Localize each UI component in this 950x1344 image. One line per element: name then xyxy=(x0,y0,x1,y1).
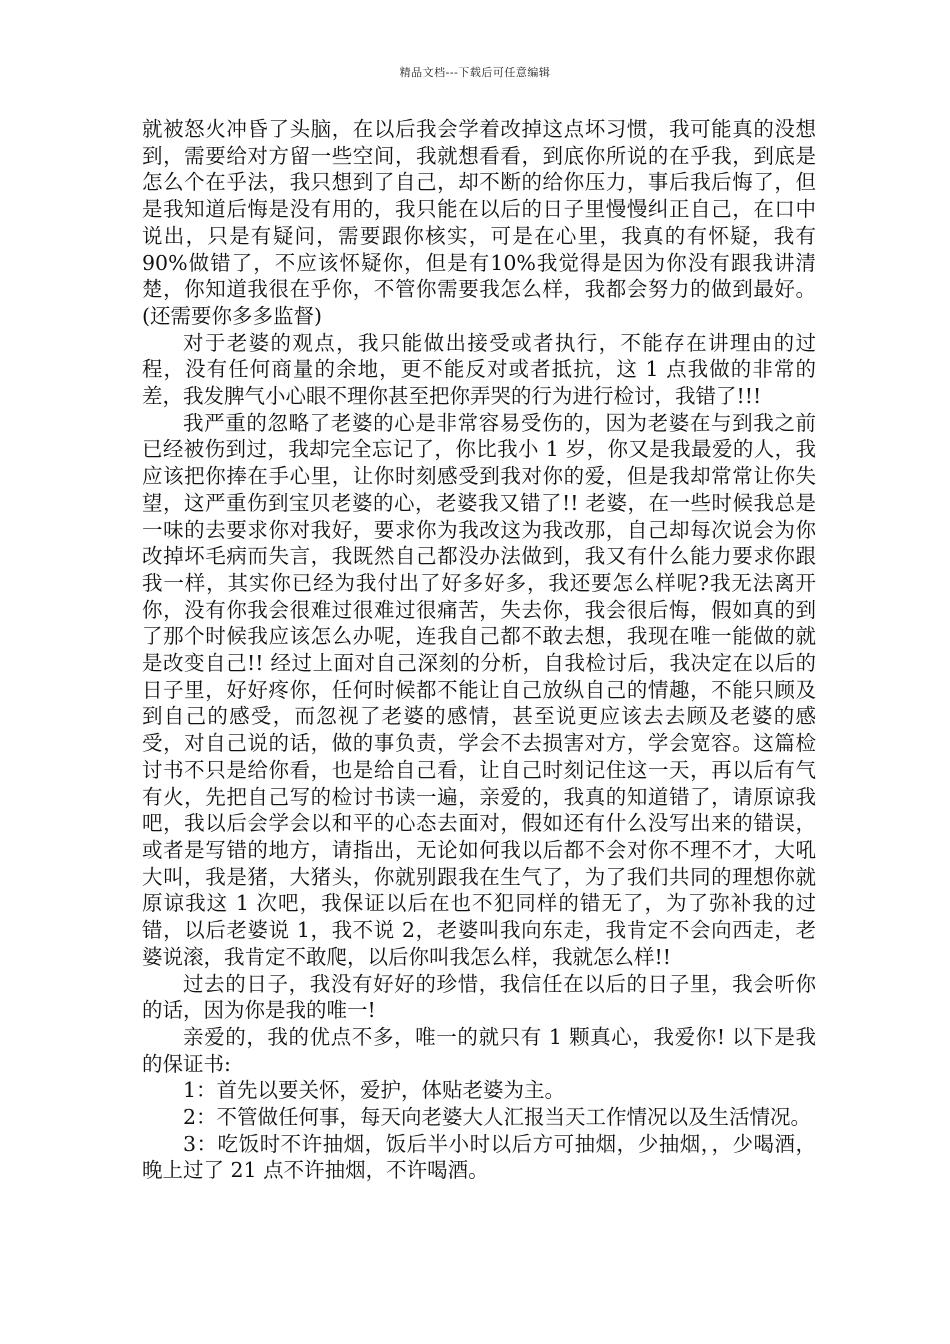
paragraph: 对于老婆的观点，我只能做出接受或者执行，不能存在讲理由的过程，没有任何商量的余地，更不能反对或者抵抗，这 1 点我做的非常的差，我发脾气小心眼不理你甚至把你弄哭的行为进行检讨，我错了!!! xyxy=(142,330,816,409)
pledge-item-3: 3：吃饭时不许抽烟，饭后半小时以后方可抽烟，少抽烟，，少喝酒，晚上过了 21 点不许抽烟，不许喝酒。 xyxy=(142,1131,816,1183)
page-header: 精品文档---下载后可任意编辑 xyxy=(399,66,551,79)
paragraph: 我严重的忽略了老婆的心是非常容易受伤的，因为老婆在与到我之前已经被伤到过，我却完全忘记了，你比我小 1 岁，你又是我最爱的人，我应该把你捧在手心里，让你时刻感受到我对你的爱，但是我却常常让你失望，这严重伤到宝贝老婆的心，老婆我又错了!! 老婆，在一些时候我总是一味的去要求你对我好，要求你为我改这为我改那，自己却每次说会为你改掉坏毛病而失言，我既然自己都没办法做到，我又有什么能力要求你跟我一样，其实你已经为我付出了好多好多，我还要怎么样呢?我无法离开你，没有你我会很难过很难过很痛苦，失去你，我会很后悔，假如真的到了那个时候我应该怎么办呢，连我自己都不敢去想，我现在唯一能做的就是改变自己!! 经过上面对自己深刻的分析，自我检讨后，我决定在以后的日子里，好好疼你，任何时候都不能让自己放纵自己的情趣，不能只顾及到自己的感受，而忽视了老婆的感情，甚至说更应该去去顾及老婆的感受，对自己说的话，做的事负责，学会不去损害对方，学会宽容。这篇检讨书不只是给你看，也是给自己看，让自己时刻记住这一天，再以后有气有火，先把自己写的检讨书读一遍，亲爱的，我真的知道错了，请原谅我吧，我以后会学会以和平的心态去面对，假如还有什么没写出来的错误，或者是写错的地方，请指出，无论如何我以后都不会对你不理不才，大吼大叫，我是猪，大猪头，你就别跟我在生气了，为了我们共同的理想你就原谅我这 1 次吧，我保证以后在也不犯同样的错无了，为了弥补我的过错，以后老婆说 1，我不说 2，老婆叫我向东走，我肯定不会向西走，老婆说滚，我肯定不敢爬，以后你叫我怎么样，我就怎么样!! xyxy=(142,410,816,969)
pledge-item-2: 2：不管做任何事，每天向老婆大人汇报当天工作情况以及生活情况。 xyxy=(183,1105,812,1130)
paragraph: 亲爱的，我的优点不多，唯一的就只有 1 颗真心，我爱你! 以下是我的保证书: xyxy=(142,1024,816,1076)
paragraph: 过去的日子，我没有好好的珍惜，我信任在以后的日子里，我会听你的话，因为你是我的唯一! xyxy=(142,971,816,1023)
pledge-item-1: 1：首先以要关怀，爱护，体贴老婆为主。 xyxy=(183,1078,566,1103)
paragraph: 就被怒火冲昏了头脑，在以后我会学着改掉这点坏习惯，我可能真的没想到，需要给对方留一些空间，我就想看看，到底你所说的在乎我，到底是怎么个在乎法，我只想到了自己，却不断的给你压力，事后我后悔了，但是我知道后悔是没有用的，我只能在以后的日子里慢慢纠正自己，在口中说出，只是有疑问，需要跟你核实，可是在心里，我真的有怀疑，我有90%做错了，不应该怀疑你，但是有10%我觉得是因为你没有跟我讲清楚，你知道我很在乎你，不管你需要我怎么样，我都会努力的做到最好。(还需要你多多监督) xyxy=(142,117,816,328)
document-body xyxy=(142,116,816,1184)
